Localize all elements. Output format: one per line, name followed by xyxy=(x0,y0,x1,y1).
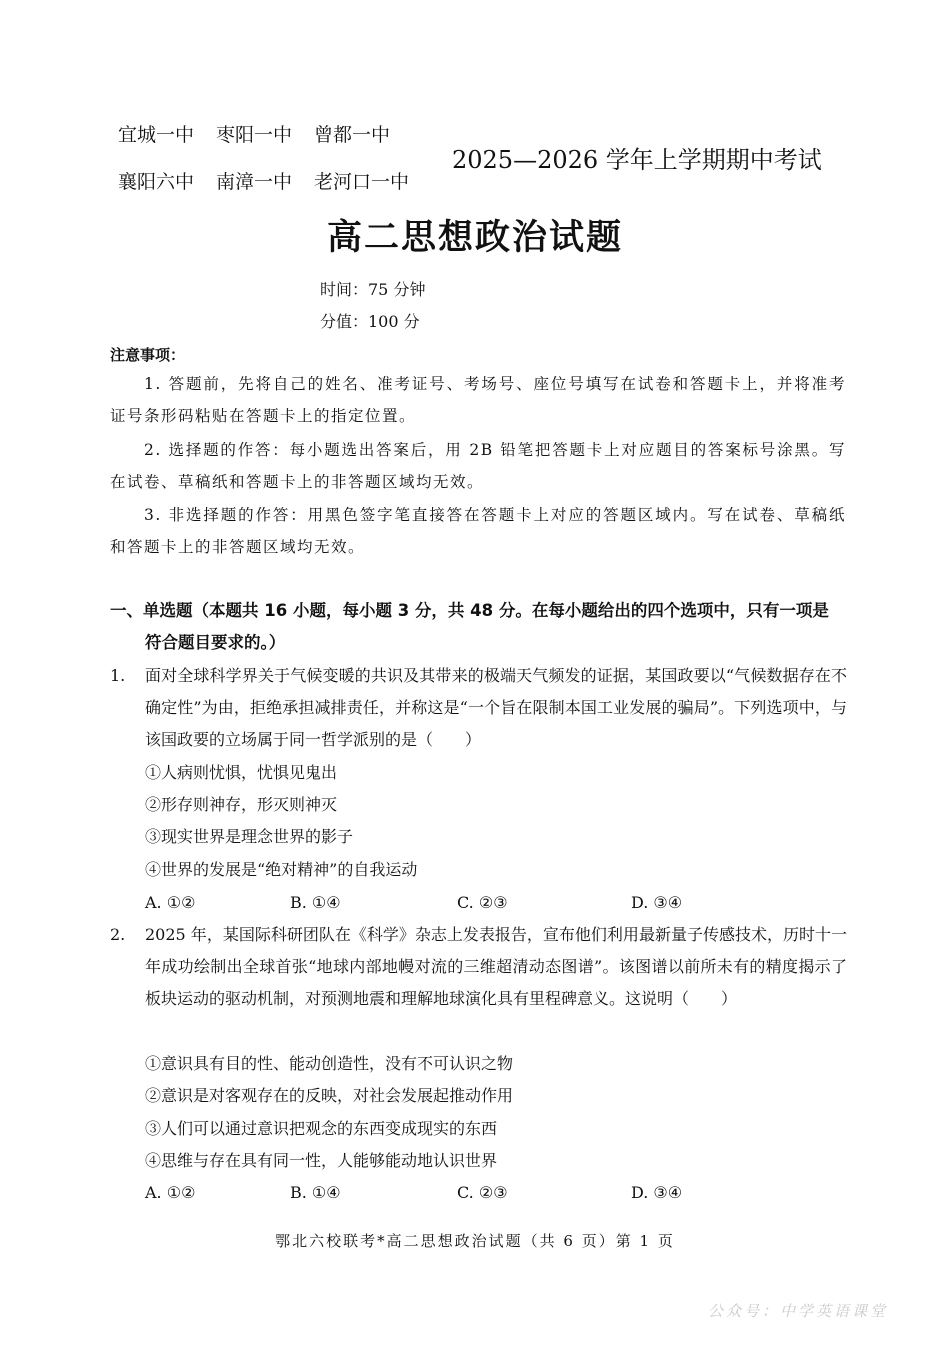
choice-a[interactable]: A. ①② xyxy=(145,1183,196,1202)
choice-c[interactable]: C. ②③ xyxy=(457,893,508,912)
school-name: 南漳一中 xyxy=(216,171,293,193)
question-2-option-3: ③人们可以通过意识把观念的东西变成现实的东西 xyxy=(145,1119,498,1138)
notice-item-3: 3. 非选择题的作答：用黑色签字笔直接答在答题卡上对应的答题区域内。写在试卷、草稿纸和答题卡上的非答题区域均无效。 xyxy=(110,506,846,556)
choice-b[interactable]: B. ①④ xyxy=(290,893,341,912)
choice-d[interactable]: D. ③④ xyxy=(631,1183,683,1202)
question-1-stem: 面对全球科学界关于气候变暖的共识及其带来的极端天气频发的证据，某国政要以“气候数据存在不确定性”为由，拒绝承担减排责任，并称这是“一个旨在限制本国工业发展的骗局”。下列选项中，与该国政要的立场属于同一哲学派别的是（ ） xyxy=(145,666,847,749)
section-heading-line-2: 符合题目要求的。） xyxy=(145,633,286,652)
exam-time: 时间：75 分钟 xyxy=(320,280,426,299)
question-1-option-1: ①人病则忧惧，忧惧见鬼出 xyxy=(145,763,338,782)
question-2-number: 2. xyxy=(110,925,126,944)
question-2-option-2: ②意识是对客观存在的反映，对社会发展起推动作用 xyxy=(145,1086,514,1105)
school-name: 老河口一中 xyxy=(314,171,410,193)
section-heading xyxy=(110,595,850,659)
school-name: 枣阳一中 xyxy=(216,124,293,146)
question-1-number: 1. xyxy=(110,666,126,685)
question-1-option-3: ③现实世界是理念世界的影子 xyxy=(145,827,354,846)
school-list-row-1 xyxy=(118,120,412,147)
notice-item-1: 1. 答题前，先将自己的姓名、准考证号、考场号、座位号填写在试卷和答题卡上，并将准考证号条形码粘贴在答题卡上的指定位置。 xyxy=(110,375,846,425)
school-list-row-2 xyxy=(118,167,431,194)
question-1-option-2: ②形存则神存，形灭则神灭 xyxy=(145,795,338,814)
choice-a[interactable]: A. ①② xyxy=(145,893,196,912)
page-footer: 鄂北六校联考*高二思想政治试题（共 6 页）第 1 页 xyxy=(275,1232,675,1250)
exam-score: 分值：100 分 xyxy=(320,312,420,331)
choice-c[interactable]: C. ②③ xyxy=(457,1183,508,1202)
question-1-option-4: ④世界的发展是“绝对精神”的自我运动 xyxy=(145,860,418,879)
school-name: 襄阳六中 xyxy=(118,171,195,193)
watermark: 公众号：中学英语课堂 xyxy=(708,1302,889,1320)
school-name: 曾都一中 xyxy=(314,124,391,146)
choice-b[interactable]: B. ①④ xyxy=(290,1183,341,1202)
exam-title: 2025—2026 学年上学期期中考试 xyxy=(452,146,822,174)
question-2-stem: 2025 年，某国际科研团队在《科学》杂志上发表报告，宣布他们利用最新量子传感技术，历时十一年成功绘制出全球首张“地球内部地幔对流的三维超清动态图谱”。该图谱以前所未有的精度揭示了板块运动的驱动机制，对预测地震和理解地球演化具有里程碑意义。这说明（ ） xyxy=(145,925,847,1008)
choice-d[interactable]: D. ③④ xyxy=(631,893,683,912)
notice-item-2: 2. 选择题的作答：每小题选出答案后，用 2B 铅笔把答题卡上对应题目的答案标号涂黑。写在试卷、草稿纸和答题卡上的非答题区域均无效。 xyxy=(110,441,846,491)
school-name: 宜城一中 xyxy=(118,124,195,146)
section-heading-line-1: 一、单选题（本题共 16 小题，每小题 3 分，共 48 分。在每小题给出的四个选项中，只有一项是 xyxy=(110,601,829,620)
notice-title: 注意事项： xyxy=(110,346,186,364)
question-2-option-4: ④思维与存在具有同一性，人能够能动地认识世界 xyxy=(145,1151,498,1170)
question-2-option-1: ①意识具有目的性、能动创造性，没有不可认识之物 xyxy=(145,1054,514,1073)
subject-title: 高二思想政治试题 xyxy=(326,217,623,258)
